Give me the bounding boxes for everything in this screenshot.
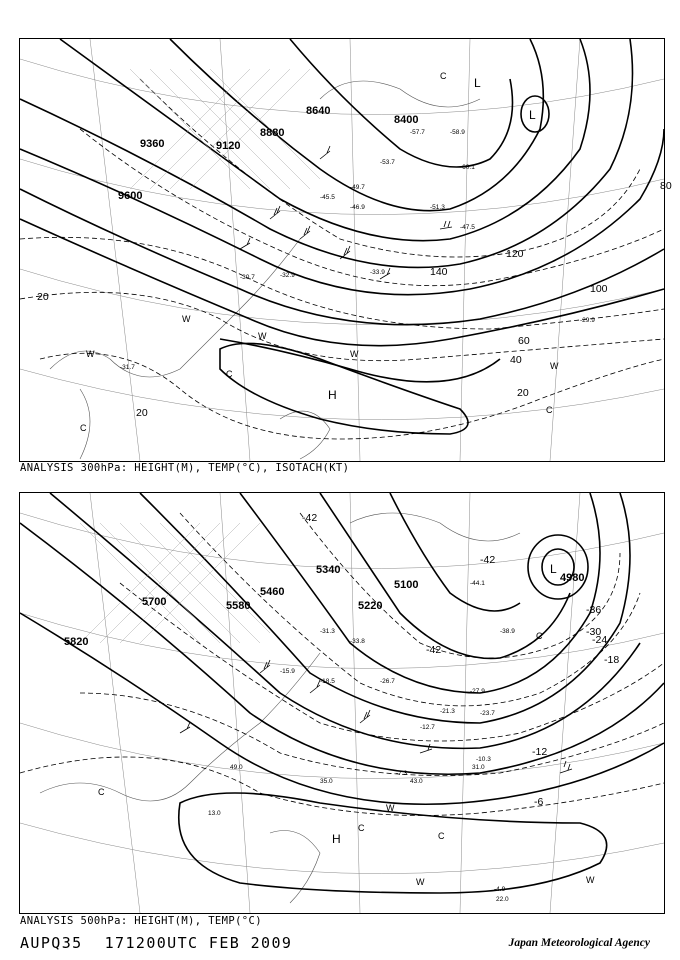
temp-label: -46.9 [350,204,365,211]
cold-marker: C [536,631,543,641]
isotherm-label: -42 [302,512,318,524]
isotach-label: 20 [517,387,529,399]
temp-label: -47.5 [460,224,475,231]
isotach-label: 100 [590,283,608,295]
warm-marker: W [586,875,595,885]
high-pressure-label: H [328,388,337,402]
temp-label: -60.1 [460,164,475,171]
warm-marker: W [86,349,95,359]
isotherm-label: -36 [586,604,602,616]
height-label: 9600 [118,190,143,202]
isotachs [20,79,664,439]
chart-300hpa [19,38,672,462]
thermal-markers [98,631,595,887]
low-pressure-label: L [529,108,536,122]
map-300hpa [20,39,672,461]
temp-label: -45.5 [320,194,335,201]
moisture-hatch [80,523,270,643]
temp-label: -27.9 [470,688,485,695]
isotherm-label: -42 [480,554,496,566]
agency-credit: Japan Meteorological Agency [508,937,650,949]
temp-label: -49.7 [350,184,365,191]
height-label: 5460 [260,586,285,598]
station-value: 43.0 [410,778,423,785]
temp-label: -53.7 [380,159,395,166]
low-contour [528,535,588,599]
isotherm-label: -24 [592,634,608,646]
wind-barbs [240,146,452,279]
station-value: 35.0 [320,778,333,785]
isotach-label: 120 [506,248,524,260]
graticule [20,39,664,461]
height-label: 8640 [306,105,331,117]
cold-marker: C [80,423,87,433]
temp-label: -38.9 [500,628,515,635]
temp-label: -12.7 [420,724,435,731]
temp-label: -51.3 [430,204,445,211]
temperature-labels [280,580,515,893]
map-500hpa [20,493,664,913]
temp-label: -23.7 [480,710,495,717]
height-label: 4980 [560,572,585,584]
temp-label: -32.9 [280,272,295,279]
temp-label: -58.9 [450,129,465,136]
product-header [20,934,314,952]
height-label: 9120 [216,140,241,152]
height-label: 5340 [316,564,341,576]
warm-marker: W [416,877,425,887]
height-label: 5580 [226,600,251,612]
isotach-label: 140 [430,266,448,278]
station-value: 22.0 [496,896,509,903]
cold-marker: C [440,71,447,81]
temp-label: -21.3 [440,708,455,715]
cold-marker: C [438,831,445,841]
high-pressure-label: H [332,832,341,846]
isotherm-label: -30 [586,626,602,638]
temp-label: -26.7 [380,678,395,685]
temp-label: -31.3 [320,628,335,635]
isotach-label: 20 [37,291,49,303]
temp-label: -57.7 [410,129,425,136]
isotherm-label: -12 [532,746,548,758]
isotach-label: 20 [136,407,148,419]
isotach-label: 60 [518,335,530,347]
temp-label: -29.9 [580,317,595,324]
height-label: 9360 [140,138,165,150]
temp-label: -15.9 [280,668,295,675]
height-contours [20,39,664,382]
temp-label: -33.8 [350,638,365,645]
height-label: 5220 [358,600,383,612]
temp-label: -7.3 [396,770,408,777]
warm-marker: W [350,349,359,359]
temp-label: -10.3 [476,756,491,763]
product-code: AUPQ35 [20,934,83,952]
cold-marker: C [358,823,365,833]
cold-marker: C [546,405,553,415]
height-label: 8880 [260,127,285,139]
warm-marker: W [386,803,395,813]
warm-marker: W [182,314,191,324]
low-pressure-label: L [474,76,481,90]
isotach-label: 40 [510,354,522,366]
valid-time: 171200UTC FEB 2009 [104,934,293,952]
height-label: 8400 [394,114,419,126]
warm-marker: W [258,331,267,341]
station-values [208,764,509,903]
temp-label: -4.9 [494,886,506,893]
high-contour [220,343,468,434]
temp-label: -44.1 [470,580,485,587]
graticule [20,493,664,913]
height-label: 5820 [64,636,89,648]
jet-hatch [130,69,320,189]
height-label: 5100 [394,579,419,591]
temp-label: -31.7 [120,364,135,371]
temp-label: -33.9 [370,269,385,276]
caption-300hpa: ANALYSIS 300hPa: HEIGHT(M), TEMP(°C), ISOTACH(KT) [20,462,350,474]
temp-label: -30.7 [240,274,255,281]
cold-marker: C [226,369,233,379]
isotherm-label: -6 [534,796,544,808]
caption-500hpa: ANALYSIS 500hPa: HEIGHT(M), TEMP(°C) [20,915,262,927]
thermal-markers [80,71,559,433]
isotherm-label: -42 [426,644,442,656]
warm-marker: W [550,361,559,371]
chart-500hpa [19,492,665,914]
low-pressure-label: L [550,562,557,576]
station-value: 31.0 [472,764,485,771]
station-value: 49.0 [230,764,243,771]
isotherm-label: -18 [604,654,620,666]
temp-label: -18.5 [320,678,335,685]
station-value: 13.0 [208,810,221,817]
height-label: 5700 [142,596,167,608]
cold-marker: C [98,787,105,797]
isotach-label: 80 [660,180,672,192]
